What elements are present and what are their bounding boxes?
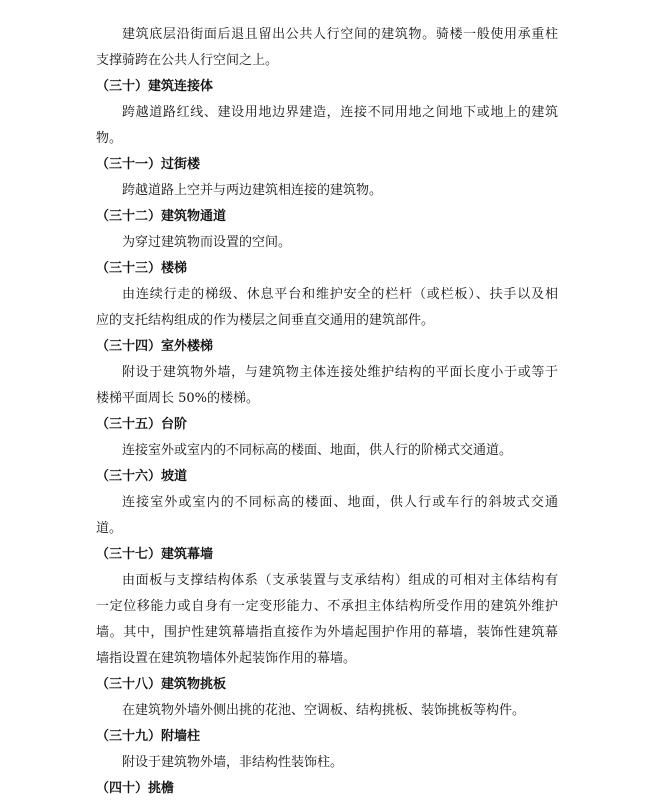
section-heading: （三十三）楼梯 — [96, 261, 188, 276]
paragraph-line: 连接室外或室内的不同标高的楼面、地面，供人行或车行的斜坡式交通 — [122, 495, 558, 510]
paragraph-line: 在建筑物外墙外侧出挑的花池、空调板、结构挑板、装饰挑板等构件。 — [122, 703, 526, 718]
section-heading: （三十八）建筑物挑板 — [96, 677, 227, 692]
paragraph-line: 跨越道路红线、建设用地边界建造，连接不同用地之间地下或地上的建筑 — [122, 105, 558, 120]
paragraph-line: 由连续行走的梯级、休息平台和维护安全的栏杆（或栏板）、扶手以及相 — [122, 287, 558, 302]
paragraph-line: 楼梯平面周长 50%的楼梯。 — [96, 391, 260, 406]
section-heading: （三十二）建筑物通道 — [96, 209, 227, 224]
document-page — [96, 22, 558, 802]
section-heading: （三十七）建筑幕墙 — [96, 547, 214, 562]
paragraph-line: 物。 — [96, 131, 123, 146]
paragraph-line: 跨越道路上空并与两边建筑相连接的建筑物。 — [122, 183, 383, 198]
paragraph-line: 为穿过建筑物而设置的空间。 — [122, 235, 292, 250]
section-heading: （三十四）室外楼梯 — [96, 339, 214, 354]
paragraph-line: 墙。其中，围护性建筑幕墙指直接作为外墙起围护作用的幕墙，装饰性建筑幕 — [96, 625, 558, 640]
paragraph-line: 应的支托结构组成的作为楼层之间垂直交通用的建筑部件。 — [96, 313, 435, 328]
section-heading: （三十）建筑连接体 — [96, 79, 214, 94]
section-heading: （三十九）附墙柱 — [96, 729, 201, 744]
section-heading: （三十一）过街楼 — [96, 157, 201, 172]
paragraph-line: 墙指设置在建筑物墙体外起装饰作用的幕墙。 — [96, 651, 357, 666]
paragraph-line: 附设于建筑物外墙，与建筑物主体连接处维护结构的平面长度小于或等于 — [122, 365, 558, 380]
paragraph-line: 支撑骑跨在公共人行空间之上。 — [96, 53, 279, 68]
paragraph-line: 建筑底层沿街面后退且留出公共人行空间的建筑物。骑楼一般使用承重柱 — [122, 27, 558, 42]
section-heading: （三十六）坡道 — [96, 469, 188, 484]
paragraph-line: 附设于建筑物外墙，非结构性装饰柱。 — [122, 755, 344, 770]
section-heading: （三十五）台阶 — [96, 417, 188, 432]
paragraph-line: 连接室外或室内的不同标高的楼面、地面，供人行的阶梯式交通道。 — [122, 443, 513, 458]
paragraph-line: 由面板与支撑结构体系（支承装置与支承结构）组成的可相对主体结构有 — [122, 573, 558, 588]
paragraph-line: 道。 — [96, 521, 123, 536]
section-heading: （四十）挑檐 — [96, 781, 175, 796]
paragraph-line: 一定位移能力或自身有一定变形能力、不承担主体结构所受作用的建筑外维护 — [96, 599, 558, 614]
